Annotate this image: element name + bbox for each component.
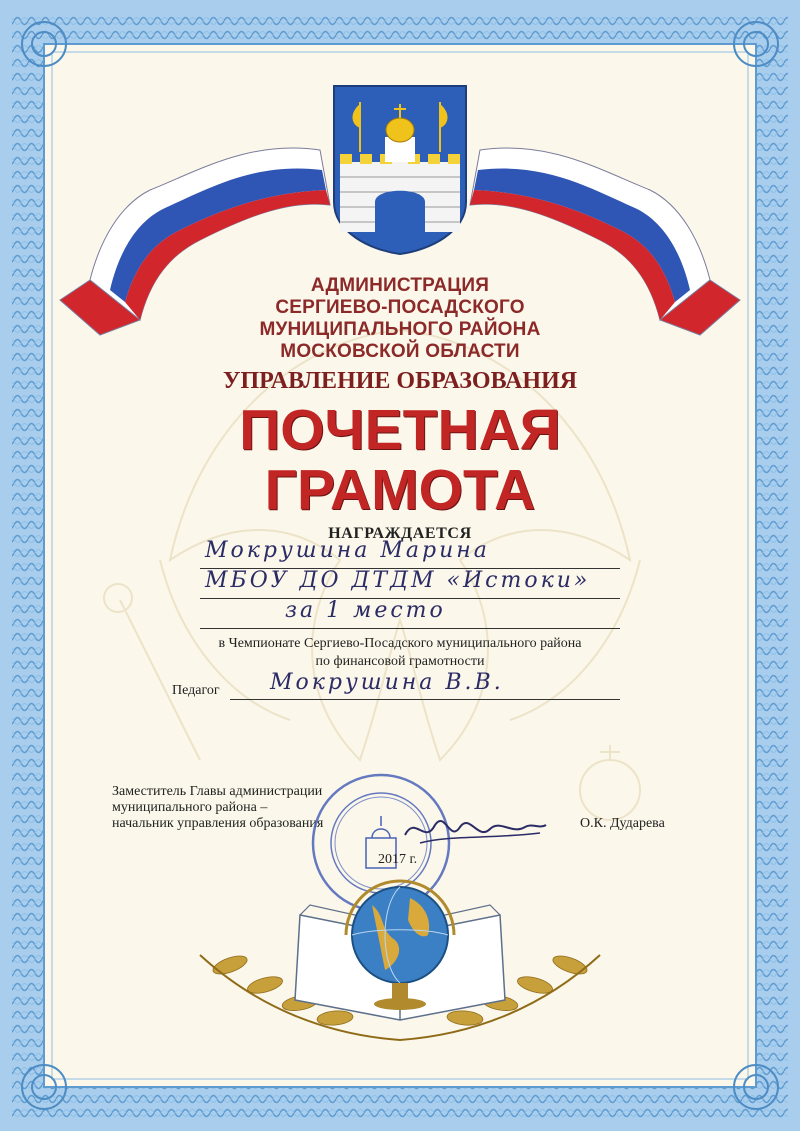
certificate-title-line2: ГРАМОТА [264,458,536,522]
department-title: УПРАВЛЕНИЕ ОБРАЗОВАНИЯ [222,368,578,394]
awarded-label: НАГРАЖДАЕТСЯ [328,525,472,542]
teacher-name: Мокрушина В.В. [270,670,504,695]
header-line: МУНИЦИПАЛЬНОГО РАЙОНА [259,319,541,340]
signatory-line: начальник управления образования [112,816,324,831]
header-line: АДМИНИСТРАЦИЯ [310,275,490,296]
recipient-name: Мокрушина Марина [205,538,490,563]
signatory-line: Заместитель Главы администрации [112,784,323,799]
certificate-title-line1: ПОЧЕТНАЯ [239,398,561,462]
signatory-name: О.К. Дударева [580,816,665,831]
teacher-label: Педагог [172,683,220,698]
competition-line1: в Чемпионате Сергиево-Посадского муниципального района [218,636,582,651]
header-line: МОСКОВСКОЙ ОБЛАСТИ [280,341,520,362]
competition-line2: по финансовой грамотности [315,654,485,669]
award-reason: за 1 место [285,598,446,623]
recipient-organization: МБОУ ДО ДТДМ «Истоки» [205,568,591,593]
header-line: СЕРГИЕВО-ПОСАДСКОГО [275,297,525,318]
year-label: 2017 г. [378,852,418,867]
signatory-line: муниципального района – [112,800,268,815]
